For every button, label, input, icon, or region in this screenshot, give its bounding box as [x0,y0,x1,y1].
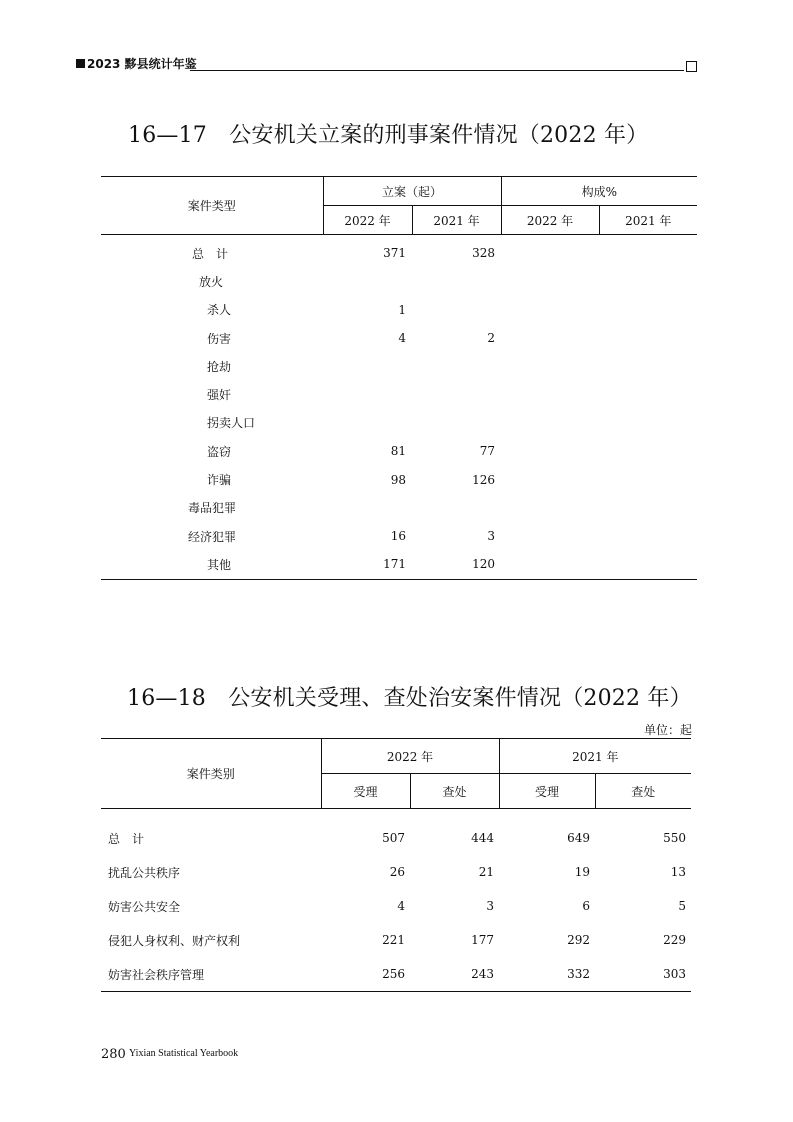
header-square-mark [76,59,85,68]
table-row [101,235,697,268]
cell-value [323,380,412,408]
col-header-accepted: 受理 [499,774,595,809]
cell-value: 2 [487,331,496,346]
cell-value [501,380,599,408]
cell-value [599,296,697,324]
row-label: 妨害社会秩序管理 [108,967,205,982]
criminal-cases-table [101,176,697,580]
table-row [101,465,697,493]
cell-value: 332 [567,967,591,981]
col-group-share: 构成% [501,177,697,206]
row-label: 毒品犯罪 [188,501,237,516]
cell-value: 81 [390,444,406,459]
cell-value [599,235,697,268]
cell-value: 98 [390,472,406,487]
cell-value [599,522,697,550]
row-label: 妨害公共安全 [108,899,181,914]
cell-value: 16 [390,529,406,544]
cell-value [412,494,501,522]
cell-value: 13 [670,865,687,879]
cell-value: 371 [383,246,406,261]
cell-value: 5 [678,899,687,913]
row-label: 伤害 [207,331,232,346]
cell-value: 507 [382,831,405,845]
cell-value [412,380,501,408]
cell-value [501,352,599,380]
cell-value [323,494,412,522]
cell-value: 171 [383,557,406,572]
cell-value [599,494,697,522]
table-row [101,889,691,923]
row-label: 强奸 [207,388,232,403]
cell-value: 26 [389,865,405,879]
cell-value [501,437,599,465]
table-row [101,409,697,437]
cell-value [501,465,599,493]
col-header-handled: 查处 [595,774,691,809]
cell-value [501,409,599,437]
table-row [101,296,697,324]
public-security-cases-table [101,738,691,992]
cell-value [501,267,599,295]
cell-value: 229 [663,933,687,947]
col-header-handled: 查处 [410,774,499,809]
row-label: 杀人 [207,303,232,318]
table-row [101,522,697,550]
row-label: 总 计 [108,831,145,846]
cell-value: 120 [472,557,496,572]
book-title: Yixian Statistical Yearbook [129,1048,239,1059]
cell-value [599,409,697,437]
col-group-year: 2021 年 [499,739,691,774]
cell-value: 177 [471,933,495,947]
table-row [101,550,697,579]
cell-value: 3 [486,899,495,913]
page-number: 280 [101,1047,126,1062]
row-label: 盗窃 [207,444,232,459]
row-label: 放火 [199,274,224,289]
cell-value: 649 [567,831,591,845]
col-group-cases: 立案（起） [323,177,501,206]
row-label: 抢劫 [207,359,232,374]
cell-value [412,296,501,324]
col-header-category: 案件类型 [187,199,236,213]
cell-value [501,494,599,522]
cell-value: 1 [398,302,406,317]
cell-value: 77 [479,444,496,459]
cell-value [412,409,501,437]
table-row [101,809,691,856]
col-header-year: 2022 年 [323,206,412,235]
cell-value [599,324,697,352]
table-row [101,380,697,408]
table-row [101,923,691,957]
cell-value [412,267,501,295]
cell-value: 21 [478,865,495,879]
table-row [101,267,697,295]
cell-value [501,550,599,579]
table-row [101,352,697,380]
col-header-category: 案件类别 [186,767,235,781]
col-group-year: 2022 年 [321,739,499,774]
table-row [101,957,691,992]
col-header-accepted: 受理 [321,774,410,809]
cell-value [599,550,697,579]
table-row [101,324,697,352]
cell-value [323,267,412,295]
running-header-title: 2023 黟县统计年鉴 [87,57,197,71]
cell-value: 303 [663,967,687,981]
cell-value [599,437,697,465]
row-label: 总 计 [192,246,229,261]
cell-value: 328 [472,246,496,261]
cell-value [501,324,599,352]
table-row [101,494,697,522]
cell-value [599,465,697,493]
cell-value [323,409,412,437]
table1-title: 16—17 公安机关立案的刑事案件情况（2022 年） [128,123,649,148]
cell-value: 6 [582,899,591,913]
cell-value: 256 [382,967,405,981]
col-header-year: 2021 年 [599,206,697,235]
row-label: 侵犯人身权利、财产权利 [108,933,241,948]
cell-value: 444 [471,831,495,845]
table-row [101,437,697,465]
cell-value: 4 [397,899,405,913]
cell-value [501,296,599,324]
header-box-mark [686,61,697,72]
cell-value [599,352,697,380]
col-header-year: 2021 年 [412,206,501,235]
cell-value: 292 [567,933,591,947]
cell-value [412,352,501,380]
row-label: 经济犯罪 [188,529,237,544]
cell-value [323,352,412,380]
row-label: 拐卖人口 [207,416,256,431]
cell-value [599,267,697,295]
cell-value [501,235,599,268]
row-label: 诈骗 [207,473,232,488]
cell-value: 126 [472,472,496,487]
cell-value [501,522,599,550]
table2-unit: 单位：起 [643,723,692,737]
cell-value: 221 [382,933,405,947]
cell-value: 550 [663,831,687,845]
cell-value [599,380,697,408]
cell-value: 4 [398,331,406,346]
table2-title: 16—18 公安机关受理、查处治安案件情况（2022 年） [127,686,692,711]
header-rule [190,70,684,71]
cell-value: 19 [574,865,591,879]
row-label: 扰乱公共秩序 [108,865,181,880]
table-row [101,855,691,889]
cell-value: 3 [487,529,496,544]
col-header-year: 2022 年 [501,206,599,235]
row-label: 其他 [207,557,232,572]
cell-value: 243 [471,967,495,981]
